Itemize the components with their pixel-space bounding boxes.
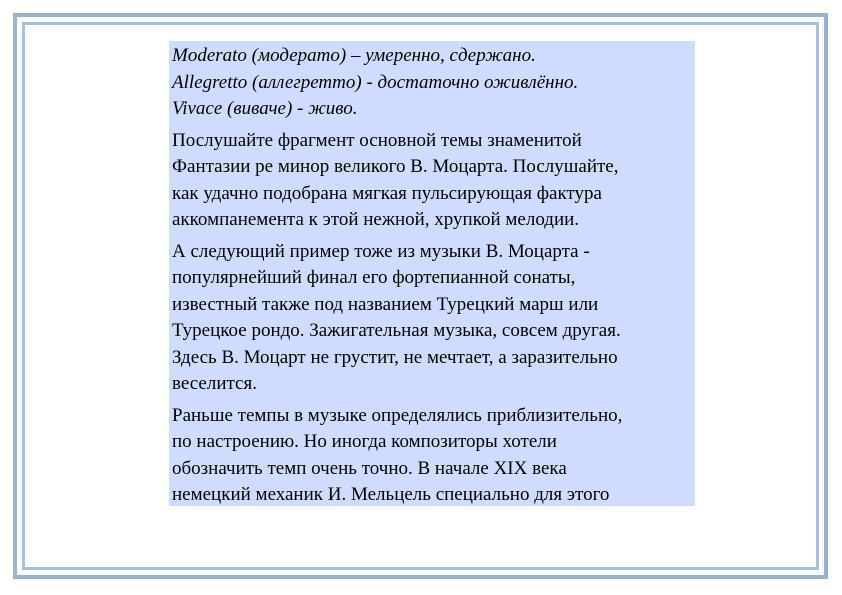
paragraph-line: популярнейший финал его фортепианной сонаты, [172, 267, 576, 288]
paragraph-line: веселится. [172, 373, 257, 394]
paragraph-turkish-march [172, 239, 691, 398]
tempo-term-moderato: Moderato (модерато) – умеренно, сдержано. [172, 45, 536, 66]
paragraph-line: известный также под названием Турецкий марш или [172, 293, 599, 315]
paragraph-line: по настроению. Но иногда композиторы хотели [172, 431, 557, 452]
paragraph-line: А следующий пример тоже из музыки В. Моцарта - [172, 240, 590, 262]
tempo-term-allegretto: Allegretto (аллегретто) - достаточно оживлённо. [172, 71, 579, 93]
paragraph-line: Турецкое рондо. Зажигательная музыка, совсем другая. [172, 320, 621, 341]
paragraph-line: обозначить темп очень точно. В начале XIX века [172, 457, 567, 479]
paragraph-line: Раньше темпы в музыке определялись приблизительно, [172, 404, 623, 426]
paragraph-line: как удачно подобрана мягкая пульсирующая фактура [172, 182, 602, 204]
paragraph-tempo-history [172, 403, 691, 507]
paragraph-line: немецкий механик И. Мельцель специально для этого [172, 484, 610, 505]
paragraph-line: аккомпанемента к этой нежной, хрупкой мелодии. [172, 209, 580, 230]
text-block [169, 41, 695, 506]
paragraph-fantasia [172, 128, 691, 234]
paragraph-line: Здесь В. Моцарт не грустит, не мечтает, а заразительно [172, 346, 618, 368]
paragraph-line: Послушайте фрагмент основной темы знаменитой [172, 129, 582, 151]
paragraph-line: Фантазии ре минор великого В. Моцарта. Послушайте, [172, 156, 619, 177]
tempo-term-vivace: Vivace (виваче) - живо. [172, 98, 358, 119]
